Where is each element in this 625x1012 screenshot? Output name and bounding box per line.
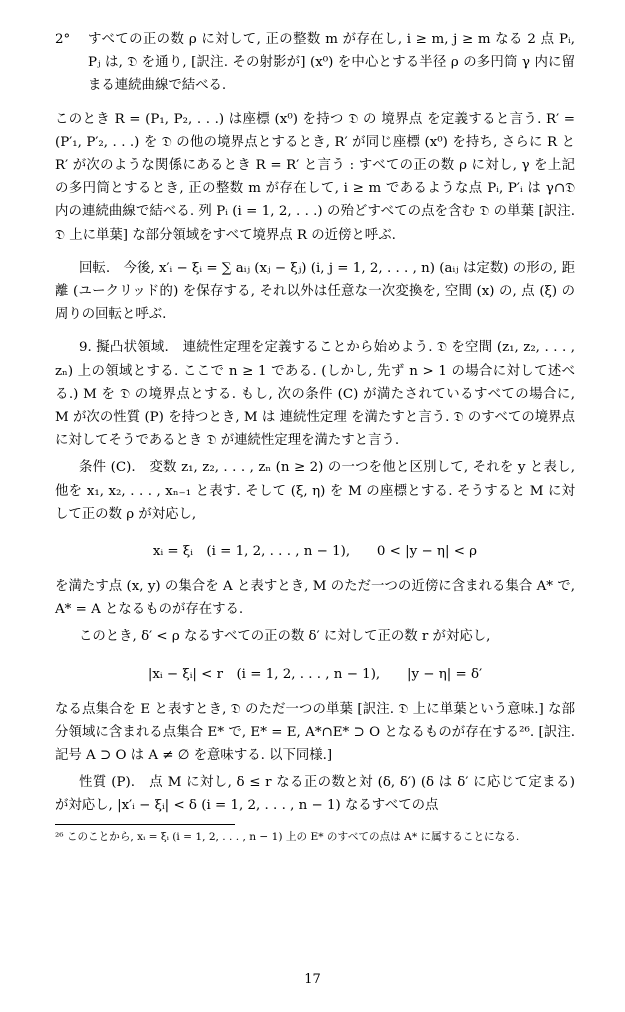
item-number: 2° bbox=[55, 32, 71, 47]
equation-2: |xᵢ − ξᵢ| < r (i = 1, 2, . . . , n − 1), |y − η| = δ′ bbox=[147, 666, 483, 682]
footnote-divider bbox=[55, 824, 235, 825]
equation-1: xᵢ = ξᵢ (i = 1, 2, . . . , n − 1), 0 < |y − η| < ρ bbox=[152, 544, 478, 560]
paragraph-delta: このとき, δ′ < ρ なるすべての正の数 δ′ に対して正の数 r が対応し, bbox=[79, 629, 491, 645]
list-item-2 bbox=[55, 28, 575, 98]
paragraph-property-p: 性質 (P). 点 M に対し, δ ≤ r なる正の数と対 (δ, δ′) (δ は δ′ に応じて定まる) が対応し, |x′ᵢ − ξᵢ| < δ (i = 1, 2, . . . , n − 1) なるすべての点 bbox=[55, 775, 575, 814]
paragraph-boundary-point: このとき R = (P₁, P₂, . . .) は座標 (x⁰) を持つ 𝔇 の 境界点 を定義すると言う. R′ = (P′₁, P′₂, . . .) を 𝔇 の他の境界点とするとき, R′ が同じ座標 (x⁰) を持ち, さらに R と R′ が次のような関係にあるとき R = R′ と言う : すべての正の数 ρ に対し, γ を上記の多円筒とするとき, 正の整数 m が存在して, i ≥ m であるような点 Pᵢ, P′ᵢ は γ∩𝔇 内の連続曲線で結べる. 列 Pᵢ (i = 1, 2, . . .) の殆どすべての点を含む 𝔇 の単葉 [訳注. 𝔇 上に単葉] な部分領域をすべて境界点 R の近傍と呼ぶ. bbox=[55, 111, 575, 243]
paragraph-set-e: なる点集合を E と表すとき, 𝔇 のただ一つの単葉 [訳注. 𝔇 上に単葉という意味.] な部分領域に含まれる点集合 E* で, E* = E, A*∩E* ⊃ O となるものが存在する²⁶. [訳注. 記号 A ⊃ O は A ≠ ∅ を意味する. 以下同様.] bbox=[55, 701, 575, 764]
item-text: すべての正の数 ρ に対して, 正の整数 m が存在し, i ≥ m, j ≥ m なる 2 点 Pᵢ, Pⱼ は, 𝔇 を通り, [訳注. その射影が] (x⁰) を中心とする半径 ρ の多円筒 γ 内に留まる連続曲線で結べる. bbox=[88, 32, 575, 94]
paragraph-set-a: を満たす点 (x, y) の集合を A と表すとき, M のただ一つの近傍に含まれる集合 A* で, A* = A となるものが存在する. bbox=[55, 579, 575, 618]
paragraph-rotation: 回転. 今後, x′ᵢ − ξᵢ = ∑ aᵢⱼ (xⱼ − ξⱼ) (i, j = 1, 2, . . . , n) (aᵢⱼ は定数) の形の, 距離 (ユークリッド的) を保存する, それ以外は任意な一次変換を, 空間 (x) の, 点 (ξ) の周りの回転と呼ぶ. bbox=[55, 260, 575, 323]
paragraph-pseudoconvex: 9. 擬凸状領域. 連続性定理を定義することから始めよう. 𝔇 を空間 (z₁, z₂, . . . , zₙ) 上の領域とする. ここで n ≥ 1 である. (しかし, 先ず n > 1 の場合に対して述べる.) M を 𝔇 の境界点とする. もし, 次の条件 (C) が満たされているすべての場合に, M が次の性質 (P) を持つとき, M は 連続性定理 を満たすと言う. 𝔇 のすべての境界点に対してそうであるとき 𝔇 が連続性定理を満たすと言う. bbox=[55, 340, 575, 449]
paragraph-condition-c: 条件 (C). 変数 z₁, z₂, . . . , zₙ (n ≥ 2) の一つを他と区別して, それを y と表し, 他を x₁, x₂, . . . , xₙ₋₁ と表す. そして (ξ, η) を M の座標とする. そうすると M に対して正の数 ρ が対応し, bbox=[55, 460, 575, 522]
document-page bbox=[55, 28, 575, 846]
footnote-26: ²⁶ このことから, xᵢ = ξᵢ (i = 1, 2, . . . , n − 1) 上の E* のすべての点は A* に属することになる. bbox=[55, 830, 520, 843]
page-number: 17 bbox=[304, 972, 321, 987]
